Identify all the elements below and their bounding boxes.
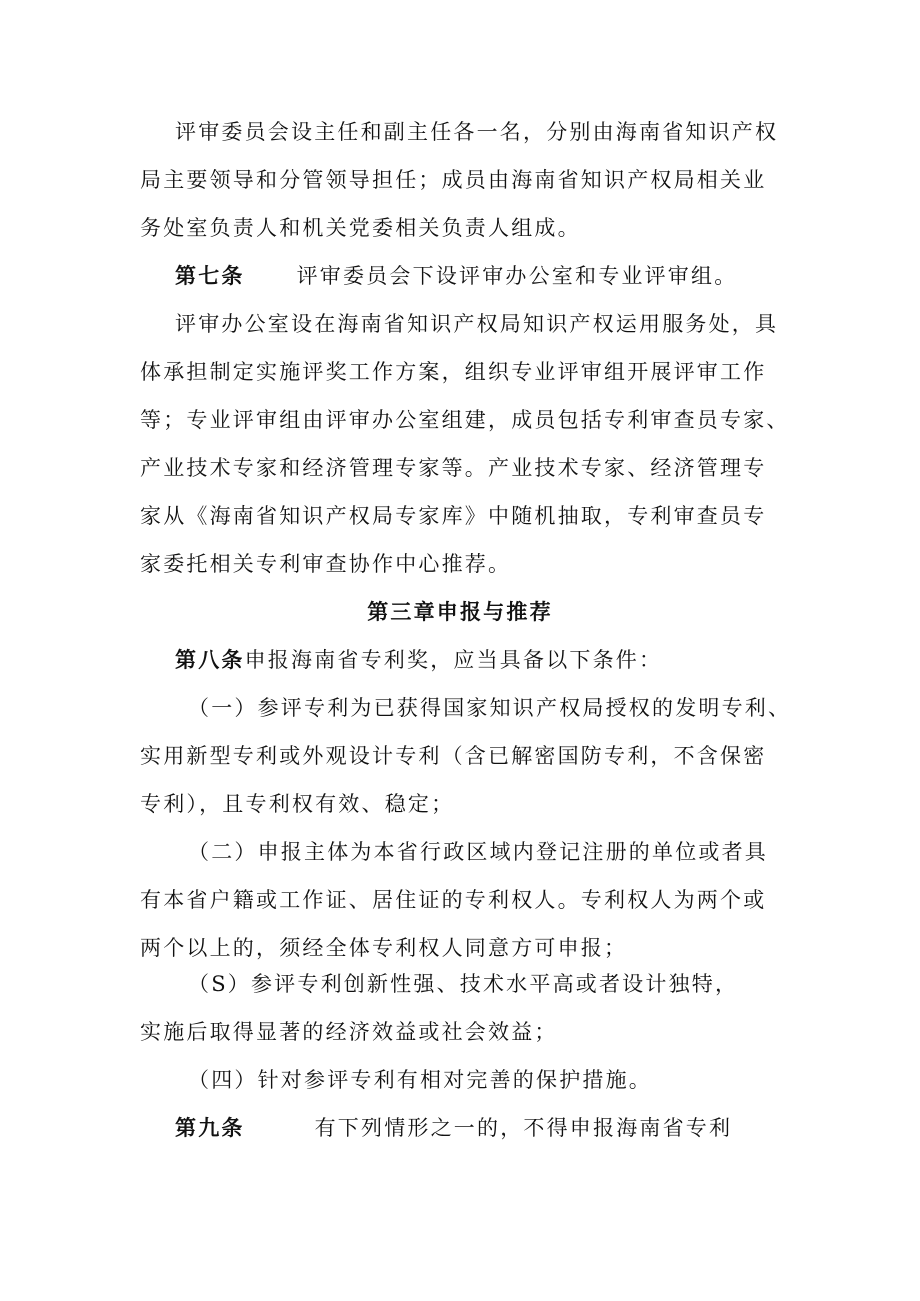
article-label: 第八条 — [175, 647, 245, 672]
article-label: 第七条 — [175, 263, 245, 288]
paragraph-line: 局主要领导和分管领导担任；成员由海南省知识产权局相关业 — [140, 168, 767, 192]
article-label: 第九条 — [175, 1115, 245, 1140]
paragraph-line: 体承担制定实施评奖工作方案，组织专业评审组开展评审工作 — [140, 360, 767, 384]
list-item-line: 两个以上的，须经全体专利权人同意方可申报； — [140, 936, 628, 960]
list-item-line: 专利），且专利权有效、稳定； — [140, 792, 455, 816]
paragraph-line: 家委托相关专利审查协作中心推荐。 — [140, 552, 512, 576]
article-text: 有下列情形之一的，不得申报海南省专利 — [314, 1116, 733, 1140]
list-item-line: （S）参评专利创新性强、技术水平高或者设计独特， — [188, 972, 739, 996]
paragraph-line: 务处室负责人和机关党委相关负责人组成。 — [140, 216, 581, 240]
article-text: 评审委员会下设评审办公室和专业评审组。 — [296, 264, 738, 288]
list-item-line: （二）申报主体为本省行政区域内登记注册的单位或者具 — [188, 840, 768, 864]
article-8 — [175, 646, 662, 674]
article-9 — [175, 1114, 732, 1142]
paragraph-line: 评审办公室设在海南省知识产权局知识产权运用服务处，具 — [175, 312, 779, 336]
article-7 — [175, 262, 737, 290]
list-item-line: 实用新型专利或外观设计专利（含已解密国防专利，不含保密 — [140, 744, 767, 768]
paragraph-line: 评审委员会设主任和副主任各一名，分别由海南省知识产权 — [175, 120, 779, 144]
paragraph-line: 家从《海南省知识产权局专家库》中随机抽取，专利审查员专 — [140, 504, 767, 528]
paragraph-line: 产业技术专家和经济管理专家等。产业技术专家、经济管理专 — [140, 456, 767, 480]
article-text: 申报海南省专利奖，应当具备以下条件： — [244, 648, 663, 672]
list-item-line: 实施后取得显著的经济效益或社会效益； — [140, 1020, 558, 1044]
list-item-line: （一）参评专利为已获得国家知识产权局授权的发明专利、 — [188, 696, 792, 720]
list-item-line: 有本省户籍或工作证、居住证的专利权人。专利权人为两个或 — [140, 888, 767, 912]
chapter-heading: 第三章申报与推荐 — [367, 599, 553, 624]
paragraph-line: 等；专业评审组由评审办公室组建，成员包括专利审查员专家、 — [140, 408, 790, 432]
list-item-line: （四）针对参评专利有相对完善的保护措施。 — [188, 1068, 652, 1092]
